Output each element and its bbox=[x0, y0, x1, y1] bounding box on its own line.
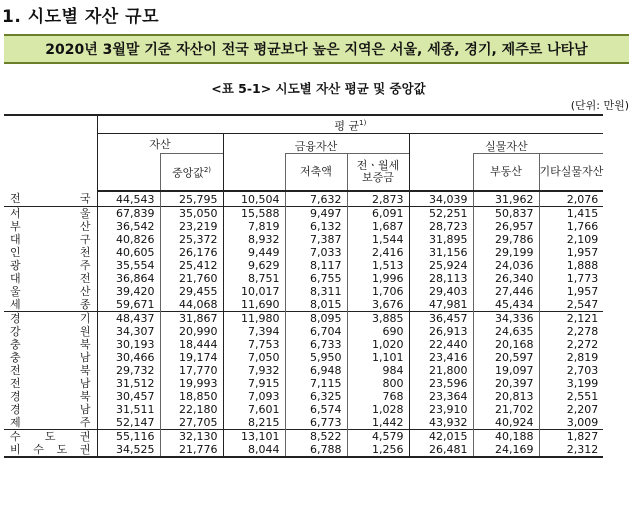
financial-cell: 10,017 bbox=[223, 285, 285, 298]
assets-cell: 34,307 bbox=[97, 325, 160, 338]
region-char: 북 bbox=[79, 337, 91, 351]
assets-cell: 36,864 bbox=[97, 272, 160, 285]
region-name bbox=[10, 207, 91, 220]
savings-cell: 8,311 bbox=[285, 285, 347, 298]
median-cell: 25,412 bbox=[160, 259, 223, 272]
real-cell: 22,440 bbox=[409, 338, 473, 351]
region-cell bbox=[4, 285, 97, 298]
other-cell: 2,109 bbox=[539, 233, 603, 246]
other-cell: 2,272 bbox=[539, 338, 603, 351]
region-char: 대 bbox=[10, 271, 21, 285]
deposit-cell: 6,091 bbox=[347, 206, 409, 220]
region-name bbox=[10, 364, 91, 377]
region-char: 도 bbox=[44, 429, 56, 443]
table-row bbox=[4, 272, 603, 285]
region-name bbox=[10, 377, 91, 390]
assets-cell: 35,554 bbox=[97, 259, 160, 272]
realestate-cell: 40,924 bbox=[473, 416, 539, 430]
region-char: 비 bbox=[10, 442, 21, 456]
financial-cell: 7,601 bbox=[223, 403, 285, 416]
region-char: 대 bbox=[10, 232, 21, 246]
financial-cell: 8,751 bbox=[223, 272, 285, 285]
realestate-cell: 26,340 bbox=[473, 272, 539, 285]
unit-label: (단위: 만원) bbox=[570, 99, 629, 112]
table-row bbox=[4, 338, 603, 351]
region-char: 주 bbox=[79, 258, 91, 272]
region-char: 북 bbox=[79, 389, 91, 403]
median-cell: 20,990 bbox=[160, 325, 223, 338]
region-char: 경 bbox=[10, 311, 21, 325]
region-name bbox=[10, 443, 91, 456]
region-name bbox=[10, 430, 91, 443]
realestate-cell: 24,169 bbox=[473, 443, 539, 457]
real-cell: 26,481 bbox=[409, 443, 473, 457]
region-char: 기 bbox=[79, 311, 91, 325]
savings-cell: 5,950 bbox=[285, 351, 347, 364]
other-cell: 1,773 bbox=[539, 272, 603, 285]
median-cell: 22,180 bbox=[160, 403, 223, 416]
real-cell: 31,895 bbox=[409, 233, 473, 246]
real-cell: 47,981 bbox=[409, 298, 473, 312]
region-cell bbox=[4, 220, 97, 233]
savings-cell: 8,522 bbox=[285, 429, 347, 443]
summary-banner-text: 2020년 3월말 기준 자산이 전국 평균보다 높은 지역은 서울, 세종, 경기, 제주로 나타남 bbox=[45, 42, 588, 58]
region-cell bbox=[4, 351, 97, 364]
median-cell: 19,993 bbox=[160, 377, 223, 390]
region-char: 수 bbox=[33, 442, 44, 456]
region-cell bbox=[4, 272, 97, 285]
region-cell bbox=[4, 390, 97, 403]
realestate-cell: 20,168 bbox=[473, 338, 539, 351]
region-cell bbox=[4, 246, 97, 259]
region-char: 서 bbox=[10, 206, 21, 220]
financial-cell: 7,932 bbox=[223, 364, 285, 377]
table-row bbox=[4, 206, 603, 220]
deposit-cell: 768 bbox=[347, 390, 409, 403]
savings-cell: 6,733 bbox=[285, 338, 347, 351]
region-char: 울 bbox=[10, 284, 21, 298]
realestate-cell: 34,336 bbox=[473, 311, 539, 325]
savings-cell: 9,497 bbox=[285, 206, 347, 220]
deposit-header-line1: 전ㆍ월세 bbox=[356, 158, 400, 172]
region-cell bbox=[4, 338, 97, 351]
realestate-cell: 20,597 bbox=[473, 351, 539, 364]
summary-banner bbox=[4, 34, 629, 64]
table-row bbox=[4, 311, 603, 325]
table-row bbox=[4, 390, 603, 403]
financial-cell: 9,449 bbox=[223, 246, 285, 259]
other-cell: 3,009 bbox=[539, 416, 603, 430]
financial-cell: 7,753 bbox=[223, 338, 285, 351]
assets-cell: 44,543 bbox=[97, 191, 160, 207]
median-cell: 44,068 bbox=[160, 298, 223, 312]
assets-cell: 67,839 bbox=[97, 206, 160, 220]
region-name bbox=[10, 272, 91, 285]
region-name bbox=[10, 259, 91, 272]
financial-cell: 10,504 bbox=[223, 191, 285, 207]
median-cell: 18,850 bbox=[160, 390, 223, 403]
savings-cell: 7,387 bbox=[285, 233, 347, 246]
savings-cell: 6,325 bbox=[285, 390, 347, 403]
realestate-cell: 21,702 bbox=[473, 403, 539, 416]
realestate-cell: 27,446 bbox=[473, 285, 539, 298]
deposit-cell: 800 bbox=[347, 377, 409, 390]
assets-cell: 30,457 bbox=[97, 390, 160, 403]
region-char: 전 bbox=[79, 271, 91, 285]
assets-header: 자산 bbox=[97, 134, 223, 154]
deposit-cell: 1,442 bbox=[347, 416, 409, 430]
deposit-cell: 4,579 bbox=[347, 429, 409, 443]
assets-cell: 29,732 bbox=[97, 364, 160, 377]
real-cell: 34,039 bbox=[409, 191, 473, 207]
median-cell: 17,770 bbox=[160, 364, 223, 377]
deposit-cell: 2,873 bbox=[347, 191, 409, 207]
real-cell: 31,156 bbox=[409, 246, 473, 259]
median-cell: 26,176 bbox=[160, 246, 223, 259]
region-name bbox=[10, 246, 91, 259]
region-char: 인 bbox=[10, 245, 21, 259]
deposit-cell: 1,996 bbox=[347, 272, 409, 285]
median-cell: 21,760 bbox=[160, 272, 223, 285]
region-name bbox=[10, 325, 91, 338]
region-char: 부 bbox=[10, 219, 21, 233]
table-row bbox=[4, 220, 603, 233]
realestate-cell: 19,097 bbox=[473, 364, 539, 377]
region-char: 충 bbox=[10, 350, 21, 364]
deposit-cell: 1,101 bbox=[347, 351, 409, 364]
median-header bbox=[160, 154, 223, 191]
savings-cell: 8,095 bbox=[285, 311, 347, 325]
realestate-cell: 45,434 bbox=[473, 298, 539, 312]
median-cell: 25,795 bbox=[160, 191, 223, 207]
region-cell bbox=[4, 259, 97, 272]
deposit-header-line2: 보증금 bbox=[362, 170, 394, 184]
region-name bbox=[10, 390, 91, 403]
average-header bbox=[97, 115, 603, 134]
financial-cell: 7,050 bbox=[223, 351, 285, 364]
region-name bbox=[10, 403, 91, 416]
savings-cell: 6,132 bbox=[285, 220, 347, 233]
realestate-cell: 24,036 bbox=[473, 259, 539, 272]
financial-cell: 11,690 bbox=[223, 298, 285, 312]
median-cell: 18,444 bbox=[160, 338, 223, 351]
deposit-cell: 1,256 bbox=[347, 443, 409, 457]
financial-cell: 9,629 bbox=[223, 259, 285, 272]
region-char: 도 bbox=[56, 442, 68, 456]
region-char: 권 bbox=[79, 429, 91, 443]
table-header bbox=[4, 115, 603, 191]
average-header-label: 평 균 bbox=[334, 119, 360, 133]
region-char: 충 bbox=[10, 337, 21, 351]
table-row bbox=[4, 351, 603, 364]
other-cell: 2,551 bbox=[539, 390, 603, 403]
median-cell: 23,219 bbox=[160, 220, 223, 233]
savings-cell: 6,948 bbox=[285, 364, 347, 377]
region-name bbox=[10, 298, 91, 311]
savings-cell: 8,015 bbox=[285, 298, 347, 312]
region-char: 산 bbox=[79, 284, 91, 298]
table-row bbox=[4, 246, 603, 259]
other-cell: 3,199 bbox=[539, 377, 603, 390]
real-cell: 25,924 bbox=[409, 259, 473, 272]
financial-cell: 11,980 bbox=[223, 311, 285, 325]
real-cell: 28,723 bbox=[409, 220, 473, 233]
real-cell: 23,596 bbox=[409, 377, 473, 390]
realestate-cell: 31,962 bbox=[473, 191, 539, 207]
other-real-header: 기타실물자산 bbox=[539, 154, 603, 191]
region-char: 제 bbox=[10, 415, 21, 429]
region-char: 강 bbox=[10, 324, 21, 338]
region-char: 전 bbox=[10, 363, 21, 377]
savings-cell: 6,788 bbox=[285, 443, 347, 457]
financial-cell: 7,093 bbox=[223, 390, 285, 403]
other-cell: 1,766 bbox=[539, 220, 603, 233]
region-cell bbox=[4, 429, 97, 443]
region-cell bbox=[4, 311, 97, 325]
region-name bbox=[10, 338, 91, 351]
other-cell: 2,703 bbox=[539, 364, 603, 377]
real-cell: 28,113 bbox=[409, 272, 473, 285]
region-cell bbox=[4, 233, 97, 246]
other-cell: 2,278 bbox=[539, 325, 603, 338]
assets-cell: 40,605 bbox=[97, 246, 160, 259]
real-cell: 23,416 bbox=[409, 351, 473, 364]
region-char: 남 bbox=[79, 402, 91, 416]
table-title: <표 5-1> 시도별 자산 평균 및 중앙값 bbox=[211, 81, 426, 96]
assets-cell: 36,542 bbox=[97, 220, 160, 233]
financial-cell: 15,588 bbox=[223, 206, 285, 220]
region-char: 전 bbox=[10, 191, 21, 205]
table-body bbox=[4, 191, 603, 457]
region-char: 종 bbox=[79, 297, 91, 311]
realestate-cell: 40,188 bbox=[473, 429, 539, 443]
assets-cell: 52,147 bbox=[97, 416, 160, 430]
table-row bbox=[4, 403, 603, 416]
other-cell: 2,076 bbox=[539, 191, 603, 207]
region-char: 세 bbox=[10, 297, 21, 311]
deposit-cell: 1,706 bbox=[347, 285, 409, 298]
region-name bbox=[10, 233, 91, 246]
realestate-cell: 20,397 bbox=[473, 377, 539, 390]
real-cell: 29,403 bbox=[409, 285, 473, 298]
region-cell bbox=[4, 206, 97, 220]
region-char: 원 bbox=[79, 324, 91, 338]
region-cell bbox=[4, 325, 97, 338]
assets-cell: 34,525 bbox=[97, 443, 160, 457]
table-row bbox=[4, 285, 603, 298]
financial-cell: 7,915 bbox=[223, 377, 285, 390]
median-cell: 31,867 bbox=[160, 311, 223, 325]
savings-cell: 6,755 bbox=[285, 272, 347, 285]
other-cell: 2,121 bbox=[539, 311, 603, 325]
real-cell: 23,364 bbox=[409, 390, 473, 403]
region-char: 수 bbox=[10, 429, 21, 443]
realestate-cell: 24,635 bbox=[473, 325, 539, 338]
region-char: 남 bbox=[79, 376, 91, 390]
other-cell: 1,827 bbox=[539, 429, 603, 443]
region-char: 경 bbox=[10, 402, 21, 416]
real-header: 실물자산 bbox=[409, 134, 603, 154]
region-cell bbox=[4, 416, 97, 430]
savings-cell: 7,632 bbox=[285, 191, 347, 207]
table-row bbox=[4, 191, 603, 207]
assets-cell: 30,193 bbox=[97, 338, 160, 351]
financial-cell: 7,819 bbox=[223, 220, 285, 233]
other-cell: 1,957 bbox=[539, 285, 603, 298]
other-cell: 1,957 bbox=[539, 246, 603, 259]
region-name bbox=[10, 192, 91, 205]
region-name bbox=[10, 220, 91, 233]
region-char: 경 bbox=[10, 389, 21, 403]
region-header-cell bbox=[4, 115, 97, 191]
region-name bbox=[10, 312, 91, 325]
table-row bbox=[4, 259, 603, 272]
region-char: 산 bbox=[79, 219, 91, 233]
savings-cell: 7,115 bbox=[285, 377, 347, 390]
region-cell bbox=[4, 377, 97, 390]
financial-cell: 13,101 bbox=[223, 429, 285, 443]
section-title: 1. 시도별 자산 규모 bbox=[2, 7, 159, 27]
region-char: 권 bbox=[79, 442, 91, 456]
financial-cell: 8,044 bbox=[223, 443, 285, 457]
deposit-cell: 984 bbox=[347, 364, 409, 377]
region-name bbox=[10, 351, 91, 364]
realestate-cell: 29,199 bbox=[473, 246, 539, 259]
real-cell: 42,015 bbox=[409, 429, 473, 443]
table-row bbox=[4, 364, 603, 377]
region-name bbox=[10, 285, 91, 298]
deposit-cell: 3,676 bbox=[347, 298, 409, 312]
median-cell: 32,130 bbox=[160, 429, 223, 443]
median-cell: 35,050 bbox=[160, 206, 223, 220]
savings-cell: 7,033 bbox=[285, 246, 347, 259]
region-cell bbox=[4, 191, 97, 207]
savings-cell: 6,773 bbox=[285, 416, 347, 430]
region-char: 광 bbox=[10, 258, 21, 272]
table-row bbox=[4, 298, 603, 312]
table-row bbox=[4, 233, 603, 246]
table-row bbox=[4, 443, 603, 457]
table-row bbox=[4, 325, 603, 338]
table-row bbox=[4, 377, 603, 390]
deposit-header bbox=[347, 154, 409, 191]
deposit-cell: 690 bbox=[347, 325, 409, 338]
region-cell bbox=[4, 403, 97, 416]
realestate-cell: 26,957 bbox=[473, 220, 539, 233]
region-char: 울 bbox=[79, 206, 91, 220]
region-cell bbox=[4, 364, 97, 377]
assets-cell: 31,512 bbox=[97, 377, 160, 390]
region-char: 주 bbox=[79, 415, 91, 429]
savings-header: 저축액 bbox=[285, 154, 347, 191]
deposit-cell: 1,544 bbox=[347, 233, 409, 246]
deposit-cell: 2,416 bbox=[347, 246, 409, 259]
real-cell: 23,910 bbox=[409, 403, 473, 416]
table-row bbox=[4, 429, 603, 443]
region-name bbox=[10, 416, 91, 429]
deposit-cell: 1,020 bbox=[347, 338, 409, 351]
region-cell bbox=[4, 443, 97, 457]
deposit-cell: 1,513 bbox=[347, 259, 409, 272]
other-cell: 2,207 bbox=[539, 403, 603, 416]
assets-cell: 30,466 bbox=[97, 351, 160, 364]
financial-total-header-cell bbox=[223, 154, 285, 191]
real-cell: 43,932 bbox=[409, 416, 473, 430]
region-char: 국 bbox=[79, 191, 91, 205]
other-cell: 1,415 bbox=[539, 206, 603, 220]
region-cell bbox=[4, 298, 97, 312]
realestate-cell: 20,813 bbox=[473, 390, 539, 403]
other-cell: 2,312 bbox=[539, 443, 603, 457]
other-cell: 2,547 bbox=[539, 298, 603, 312]
region-char: 천 bbox=[79, 245, 91, 259]
median-header-sup: 2) bbox=[203, 165, 212, 174]
financial-cell: 7,394 bbox=[223, 325, 285, 338]
financial-header: 금융자산 bbox=[223, 134, 409, 154]
financial-cell: 8,215 bbox=[223, 416, 285, 430]
other-cell: 1,888 bbox=[539, 259, 603, 272]
region-char: 남 bbox=[79, 350, 91, 364]
average-header-sup: 1) bbox=[359, 118, 367, 127]
region-char: 구 bbox=[79, 232, 91, 246]
assets-cell: 39,420 bbox=[97, 285, 160, 298]
real-cell: 21,800 bbox=[409, 364, 473, 377]
median-cell: 29,455 bbox=[160, 285, 223, 298]
real-cell: 36,457 bbox=[409, 311, 473, 325]
real-cell: 52,251 bbox=[409, 206, 473, 220]
realestate-header: 부동산 bbox=[473, 154, 539, 191]
real-total-header-cell bbox=[409, 154, 473, 191]
median-cell: 21,776 bbox=[160, 443, 223, 457]
region-char: 북 bbox=[79, 363, 91, 377]
table-row bbox=[4, 416, 603, 430]
median-cell: 25,372 bbox=[160, 233, 223, 246]
deposit-cell: 1,687 bbox=[347, 220, 409, 233]
assets-cell: 59,671 bbox=[97, 298, 160, 312]
assets-cell: 48,437 bbox=[97, 311, 160, 325]
median-cell: 27,705 bbox=[160, 416, 223, 430]
assets-cell: 55,116 bbox=[97, 429, 160, 443]
real-cell: 26,913 bbox=[409, 325, 473, 338]
region-char: 전 bbox=[10, 376, 21, 390]
assets-total-header-cell bbox=[97, 154, 160, 191]
asset-table bbox=[4, 114, 603, 458]
realestate-cell: 29,786 bbox=[473, 233, 539, 246]
savings-cell: 6,704 bbox=[285, 325, 347, 338]
savings-cell: 8,117 bbox=[285, 259, 347, 272]
assets-cell: 40,826 bbox=[97, 233, 160, 246]
median-header-label: 중앙값 bbox=[171, 166, 204, 180]
other-cell: 2,819 bbox=[539, 351, 603, 364]
savings-cell: 6,574 bbox=[285, 403, 347, 416]
financial-cell: 8,932 bbox=[223, 233, 285, 246]
deposit-cell: 3,885 bbox=[347, 311, 409, 325]
assets-cell: 31,511 bbox=[97, 403, 160, 416]
deposit-cell: 1,028 bbox=[347, 403, 409, 416]
median-cell: 19,174 bbox=[160, 351, 223, 364]
realestate-cell: 50,837 bbox=[473, 206, 539, 220]
